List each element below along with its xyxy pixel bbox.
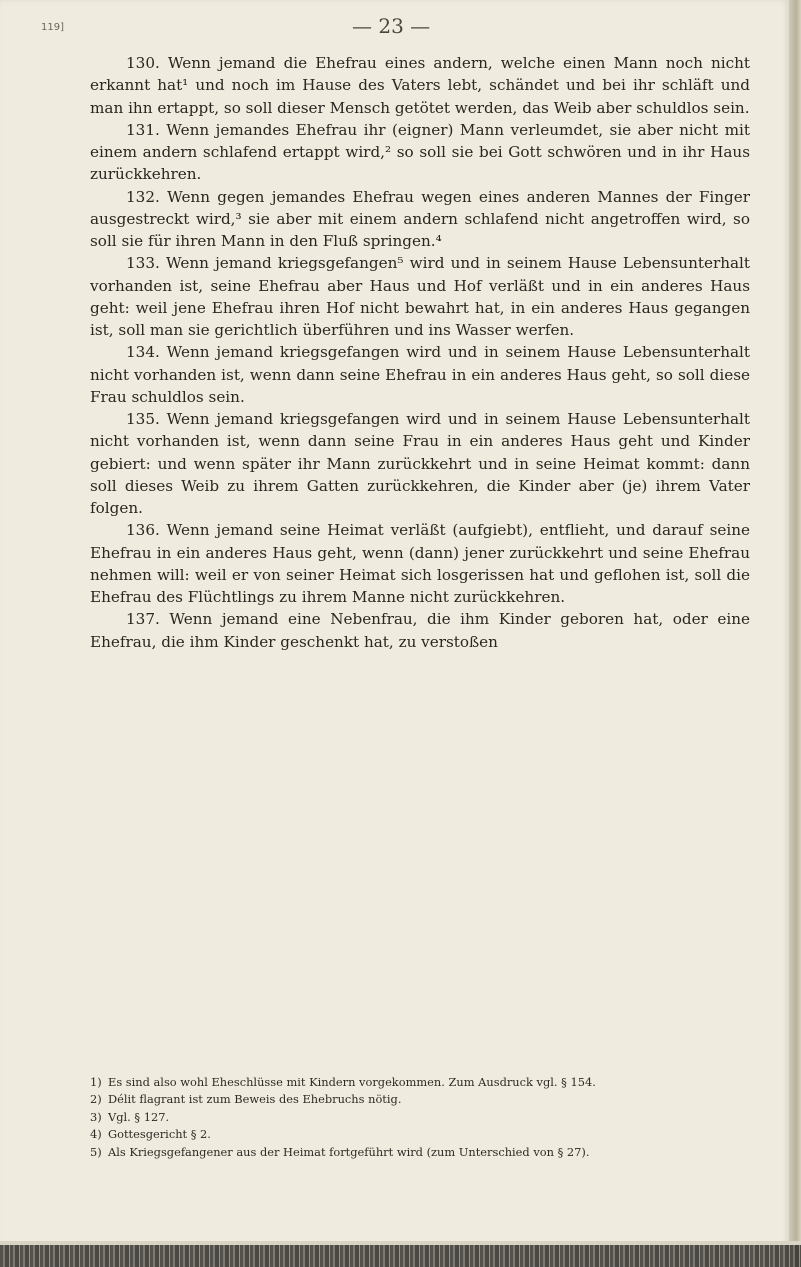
page-number: — 23 — bbox=[352, 14, 431, 38]
footnote-5 bbox=[90, 1144, 750, 1161]
paragraph-132: 132. Wenn gegen jemandes Ehefrau wegen eines anderen Mannes der Finger ausgestreckt wird,³ sie aber mit einem andern schlafend nicht angetroffen wird, so soll sie für ihren Mann in den Fluß springen.⁴ bbox=[90, 187, 750, 250]
main-text bbox=[90, 52, 750, 653]
footnote-number: 4) bbox=[90, 1127, 102, 1142]
footnote-1 bbox=[90, 1074, 750, 1091]
footnote-number: 5) bbox=[90, 1144, 102, 1159]
paragraph-134: 134. Wenn jemand kriegsgefangen wird und in seinem Hause Lebensunterhalt nicht vorhanden ist, wenn dann seine Ehefrau in ein anderes Haus geht, so soll diese Frau schuldlos sein. bbox=[90, 343, 750, 406]
footnote-number: 3) bbox=[90, 1109, 102, 1124]
footnote-3 bbox=[90, 1109, 750, 1126]
footnote-text: Als Kriegsgefangener aus der Heimat fortgeführt wird (zum Unterschied von § 27). bbox=[108, 1144, 590, 1159]
paragraph-136: 136. Wenn jemand seine Heimat verläßt (aufgiebt), entflieht, und darauf seine Ehefrau in ein anderes Haus geht, wenn (dann) jener zurückkehrt und seine Ehefrau nehmen will: weil er von seiner Heimat sich losgerissen hat und geflohen ist, soll die Ehefrau des Flüchtlings zu ihrem Manne nicht zurückkehren. bbox=[90, 521, 750, 606]
page-edge-right bbox=[789, 0, 801, 1267]
paragraph-137: 137. Wenn jemand eine Nebenfrau, die ihm Kinder geboren hat, oder eine Ehefrau, die ihm Kinder geschenkt hat, zu verstoßen bbox=[90, 610, 750, 651]
paragraph-130: 130. Wenn jemand die Ehefrau eines andern, welche einen Mann noch nicht erkannt hat¹ und noch im Hause des Vaters lebt, schändet und bei ihr schläft und man ihn ertappt, so soll dieser Mensch getötet werden, das Weib aber schuldlos sein. bbox=[90, 54, 750, 117]
footnote-text: Vgl. § 127. bbox=[108, 1109, 170, 1124]
book-binding-edge bbox=[0, 1245, 801, 1267]
paragraph-133: 133. Wenn jemand kriegsgefangen⁵ wird und in seinem Hause Lebensunterhalt vorhanden ist, seine Ehefrau aber Haus und Hof verläßt und in ein anderes Haus geht: weil jene Ehefrau ihren Hof nicht bewahrt hat, in ein anderes Haus gegangen ist, soll man sie gerichtlich überführen und ins Wasser werfen. bbox=[90, 254, 750, 339]
footnote-number: 2) bbox=[90, 1092, 102, 1107]
page-identifier: 119] bbox=[41, 22, 64, 33]
footnotes bbox=[90, 1074, 750, 1161]
paragraph-135: 135. Wenn jemand kriegsgefangen wird und in seinem Hause Lebensunterhalt nicht vorhanden ist, wenn dann seine Frau in ein anderes Haus geht und Kinder gebiert: und wenn später ihr Mann zurückkehrt und in seine Heimat kommt: dann soll dieses Weib zu ihrem Gatten zurückkehren, die Kinder aber (je) ihrem Vater folgen. bbox=[90, 410, 750, 517]
footnote-4 bbox=[90, 1126, 750, 1143]
footnote-text: Délit flagrant ist zum Beweis des Ehebruchs nötig. bbox=[108, 1092, 402, 1107]
footnote-number: 1) bbox=[90, 1075, 102, 1089]
footnote-text: Gottesgericht § 2. bbox=[108, 1127, 211, 1142]
paragraph-131: 131. Wenn jemandes Ehefrau ihr (eigner) Mann verleumdet, sie aber nicht mit einem andern schlafend ertappt wird,² so soll sie bei Gott schwören und in ihr Haus zurückkehren. bbox=[90, 120, 750, 184]
footnote-2 bbox=[90, 1091, 750, 1108]
footnote-text: Es sind also wohl Eheschlüsse mit Kindern vorgekommen. Zum Ausdruck vgl. § 154. bbox=[108, 1075, 596, 1089]
